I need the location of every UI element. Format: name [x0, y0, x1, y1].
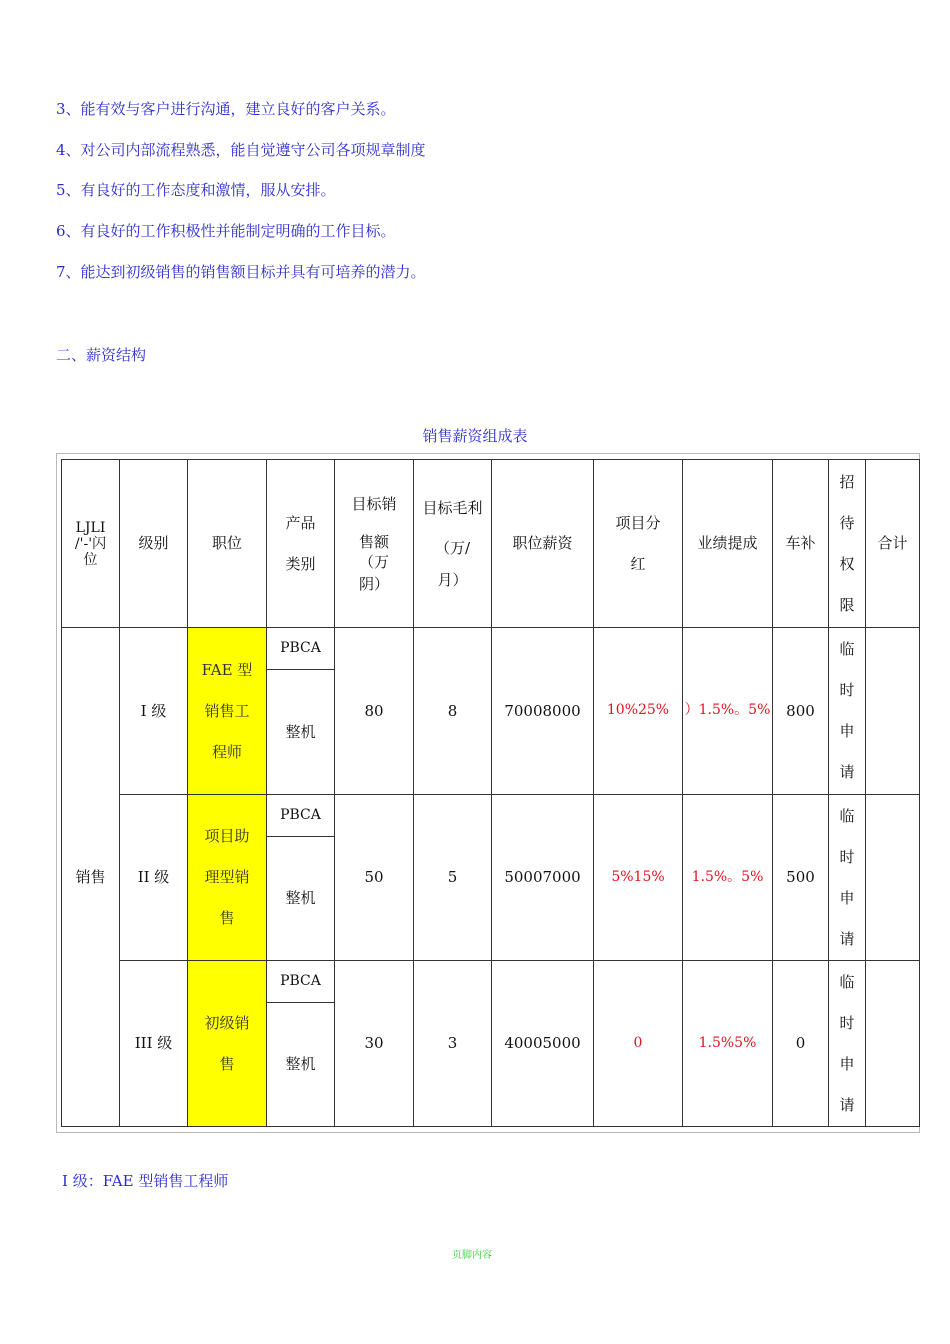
header-level: 级别	[120, 460, 188, 628]
salary-table	[56, 453, 920, 1133]
requirement-3: 3、能有效与客户进行沟通，建立良好的客户关系。	[56, 100, 396, 118]
table-header-row	[492, 460, 920, 628]
target-margin-cell: 8	[414, 628, 492, 795]
table-row	[492, 961, 920, 1127]
car-cell: 800	[773, 628, 829, 795]
base-salary-cell: 70008000	[492, 628, 594, 795]
car-cell: 500	[773, 795, 829, 961]
header-product: 产品 类别	[267, 460, 335, 628]
position-cell: 初级销 售	[188, 961, 267, 1127]
header-target-margin: 目标毛利 （万/ 月）	[414, 460, 492, 628]
level-cell: II 级	[120, 795, 188, 961]
entertain-cell: 临 时 申 请	[829, 961, 866, 1127]
target-sales-cell: 30	[335, 961, 414, 1127]
commission-cell: ）1.5%。5%	[683, 628, 773, 795]
header-dividend: 项目分 红	[594, 460, 683, 628]
car-cell: 0	[773, 961, 829, 1127]
table-header-row	[62, 460, 492, 628]
table-row	[62, 795, 492, 837]
target-sales-cell: 50	[335, 795, 414, 961]
base-salary-cell: 50007000	[492, 795, 594, 961]
level1-title: I 级：FAE 型销售工程师	[62, 1172, 229, 1190]
header-car: 车补	[773, 460, 829, 628]
requirement-6: 6、有良好的工作积极性并能制定明确的工作目标。	[56, 222, 396, 240]
target-margin-cell: 5	[414, 795, 492, 961]
header-entertain: 招 待 权 限	[829, 460, 866, 628]
dividend-cell: 5%15%	[594, 795, 683, 961]
requirement-7: 7、能达到初级销售的销售额目标并具有可培养的潜力。	[56, 263, 426, 281]
total-cell	[866, 628, 920, 795]
header-post: LJLI /'-'闪 位	[62, 460, 120, 628]
total-cell	[866, 961, 920, 1127]
commission-cell: 1.5%。5%	[683, 795, 773, 961]
table-caption: 销售薪资组成表	[422, 427, 528, 445]
table-row	[492, 795, 920, 961]
table-row	[62, 961, 492, 1003]
target-margin-cell: 3	[414, 961, 492, 1127]
commission-cell: 1.5%5%	[683, 961, 773, 1127]
target-sales-cell: 80	[335, 628, 414, 795]
entertain-cell: 临 时 申 请	[829, 795, 866, 961]
level-cell: III 级	[120, 961, 188, 1127]
entertain-cell: 临 时 申 请	[829, 628, 866, 795]
salary-table-right	[491, 459, 920, 1127]
header-total: 合计	[866, 460, 920, 628]
header-commission: 业绩提成	[683, 460, 773, 628]
product-cell: PBCA	[267, 795, 335, 837]
product-cell: PBCA	[267, 628, 335, 670]
salary-table-left	[61, 459, 492, 1127]
product-cell: 整机	[267, 837, 335, 961]
product-cell: PBCA	[267, 961, 335, 1003]
total-cell	[866, 795, 920, 961]
dividend-cell: 10%25%	[594, 628, 683, 795]
requirement-4: 4、对公司内部流程熟悉，能自觉遵守公司各项规章制度	[56, 141, 426, 159]
dividend-cell: 0	[594, 961, 683, 1127]
base-salary-cell: 40005000	[492, 961, 594, 1127]
post-cell: 销售	[62, 628, 120, 1127]
product-cell: 整机	[267, 670, 335, 795]
position-cell: 项目助 理型销 售	[188, 795, 267, 961]
header-base-salary: 职位薪资	[492, 460, 594, 628]
position-cell: FAE 型 销售工 程师	[188, 628, 267, 795]
level-cell: I 级	[120, 628, 188, 795]
table-row	[62, 628, 492, 670]
header-target-sales: 目标销 售额 （万 阴）	[335, 460, 414, 628]
header-position: 职位	[188, 460, 267, 628]
table-row	[492, 628, 920, 795]
page-footer: 页脚内容	[452, 1250, 492, 1261]
section-title: 二、薪资结构	[56, 346, 147, 364]
requirement-5: 5、有良好的工作态度和激情，服从安排。	[56, 181, 336, 199]
product-cell: 整机	[267, 1003, 335, 1127]
